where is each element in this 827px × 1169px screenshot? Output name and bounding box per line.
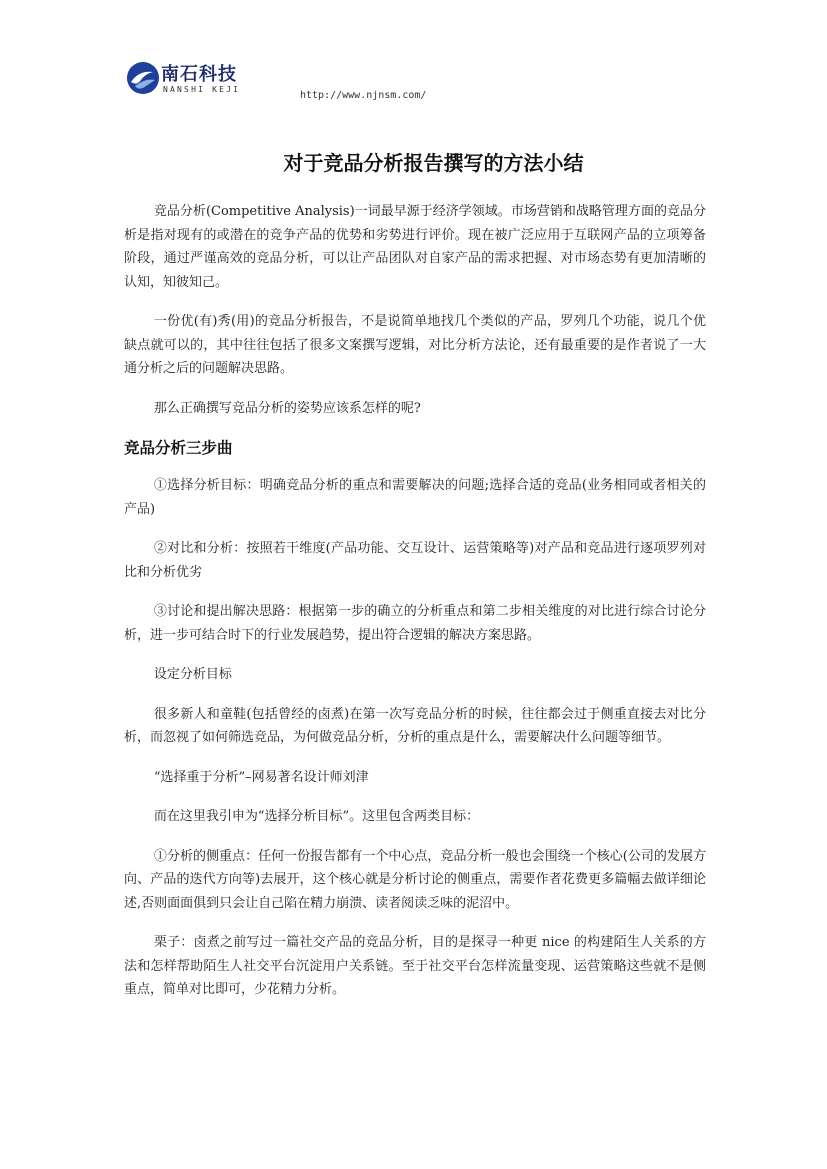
- company-logo: [123, 58, 253, 102]
- step-1: ①选择分析目标：明确竞品分析的重点和需要解决的问题;选择合适的竞品(业务相同或者相关的产品): [124, 478, 706, 517]
- website-url[interactable]: http://www.njnsm.com/: [300, 90, 427, 101]
- quote-paragraph: “选择重于分析”–网易著名设计师刘津: [153, 769, 369, 785]
- body-paragraph-1: 很多新人和童鞋(包括曾经的卤煮)在第一次写竞品分析的时候，往往都会过于侧重直接去对比分析，而忽视了如何筛选竞品，为何做竞品分析，分析的重点是什么，需要解决什么问题等细节。: [124, 706, 706, 745]
- page-header: [123, 58, 453, 108]
- document-body: [124, 200, 706, 1018]
- document-title: 对于竞品分析报告撰写的方法小结: [283, 151, 584, 175]
- example-paragraph: 栗子：卤煮之前写过一篇社交产品的竞品分析，目的是探寻一种更 nice 的构建陌生人关系的方法和怎样帮助陌生人社交平台沉淀用户关系链。至于社交平台怎样流量变现、运营策略这些就不是侧重点，简单对比即可，少花精力分析。: [124, 935, 706, 997]
- logo-chinese-name: 南石科技: [161, 64, 237, 85]
- logo-english-name: NANSHI KEJI: [163, 85, 241, 94]
- intro-paragraph-1: 竞品分析(Competitive Analysis)一词最早源于经济学领域。市场营销和战略管理方面的竞品分析是指对现有的或潜在的竞争产品的优势和劣势进行评价。现在被广泛应用于互联网产品的立项筹备阶段，通过严谨高效的竞品分析，可以让产品团队对自家产品的需求把握、对市场态势有更加清晰的认知，知彼知己。: [124, 204, 706, 290]
- body-paragraph-3: ①分析的侧重点：任何一份报告都有一个中心点，竞品分析一般也会围绕一个核心(公司的发展方向、产品的迭代方向等)去展开，这个核心就是分析讨论的侧重点，需要作者花费更多篇幅去做详细论述,否则面面俱到只会让自己陷在精力崩溃、读者阅读乏味的泥沼中。: [124, 848, 706, 911]
- section-heading: 竞品分析三步曲: [124, 439, 233, 457]
- intro-paragraph-2: 一份优(有)秀(用)的竞品分析报告，不是说简单地找几个类似的产品，罗列几个功能，说几个优缺点就可以的，其中往往包括了很多文案撰写逻辑，对比分析方法论，还有最重要的是作者说了一大通分析之后的问题解决思路。: [124, 314, 706, 376]
- subheading: 设定分析目标: [153, 667, 232, 682]
- step-2: ②对比和分析：按照若干维度(产品功能、交互设计、运营策略等)对产品和竞品进行逐项罗列对比和分析优劣: [124, 541, 706, 580]
- step-3: ③讨论和提出解决思路：根据第一步的确立的分析重点和第二步相关维度的对比进行综合讨论分析，进一步可结合时下的行业发展趋势，提出符合逻辑的解决方案思路。: [124, 604, 706, 643]
- logo-mark-icon: [125, 60, 161, 96]
- intro-paragraph-3: 那么正确撰写竞品分析的姿势应该系怎样的呢?: [153, 400, 421, 416]
- body-paragraph-2: 而在这里我引申为“选择分析目标”。这里包含两类目标：: [153, 809, 480, 824]
